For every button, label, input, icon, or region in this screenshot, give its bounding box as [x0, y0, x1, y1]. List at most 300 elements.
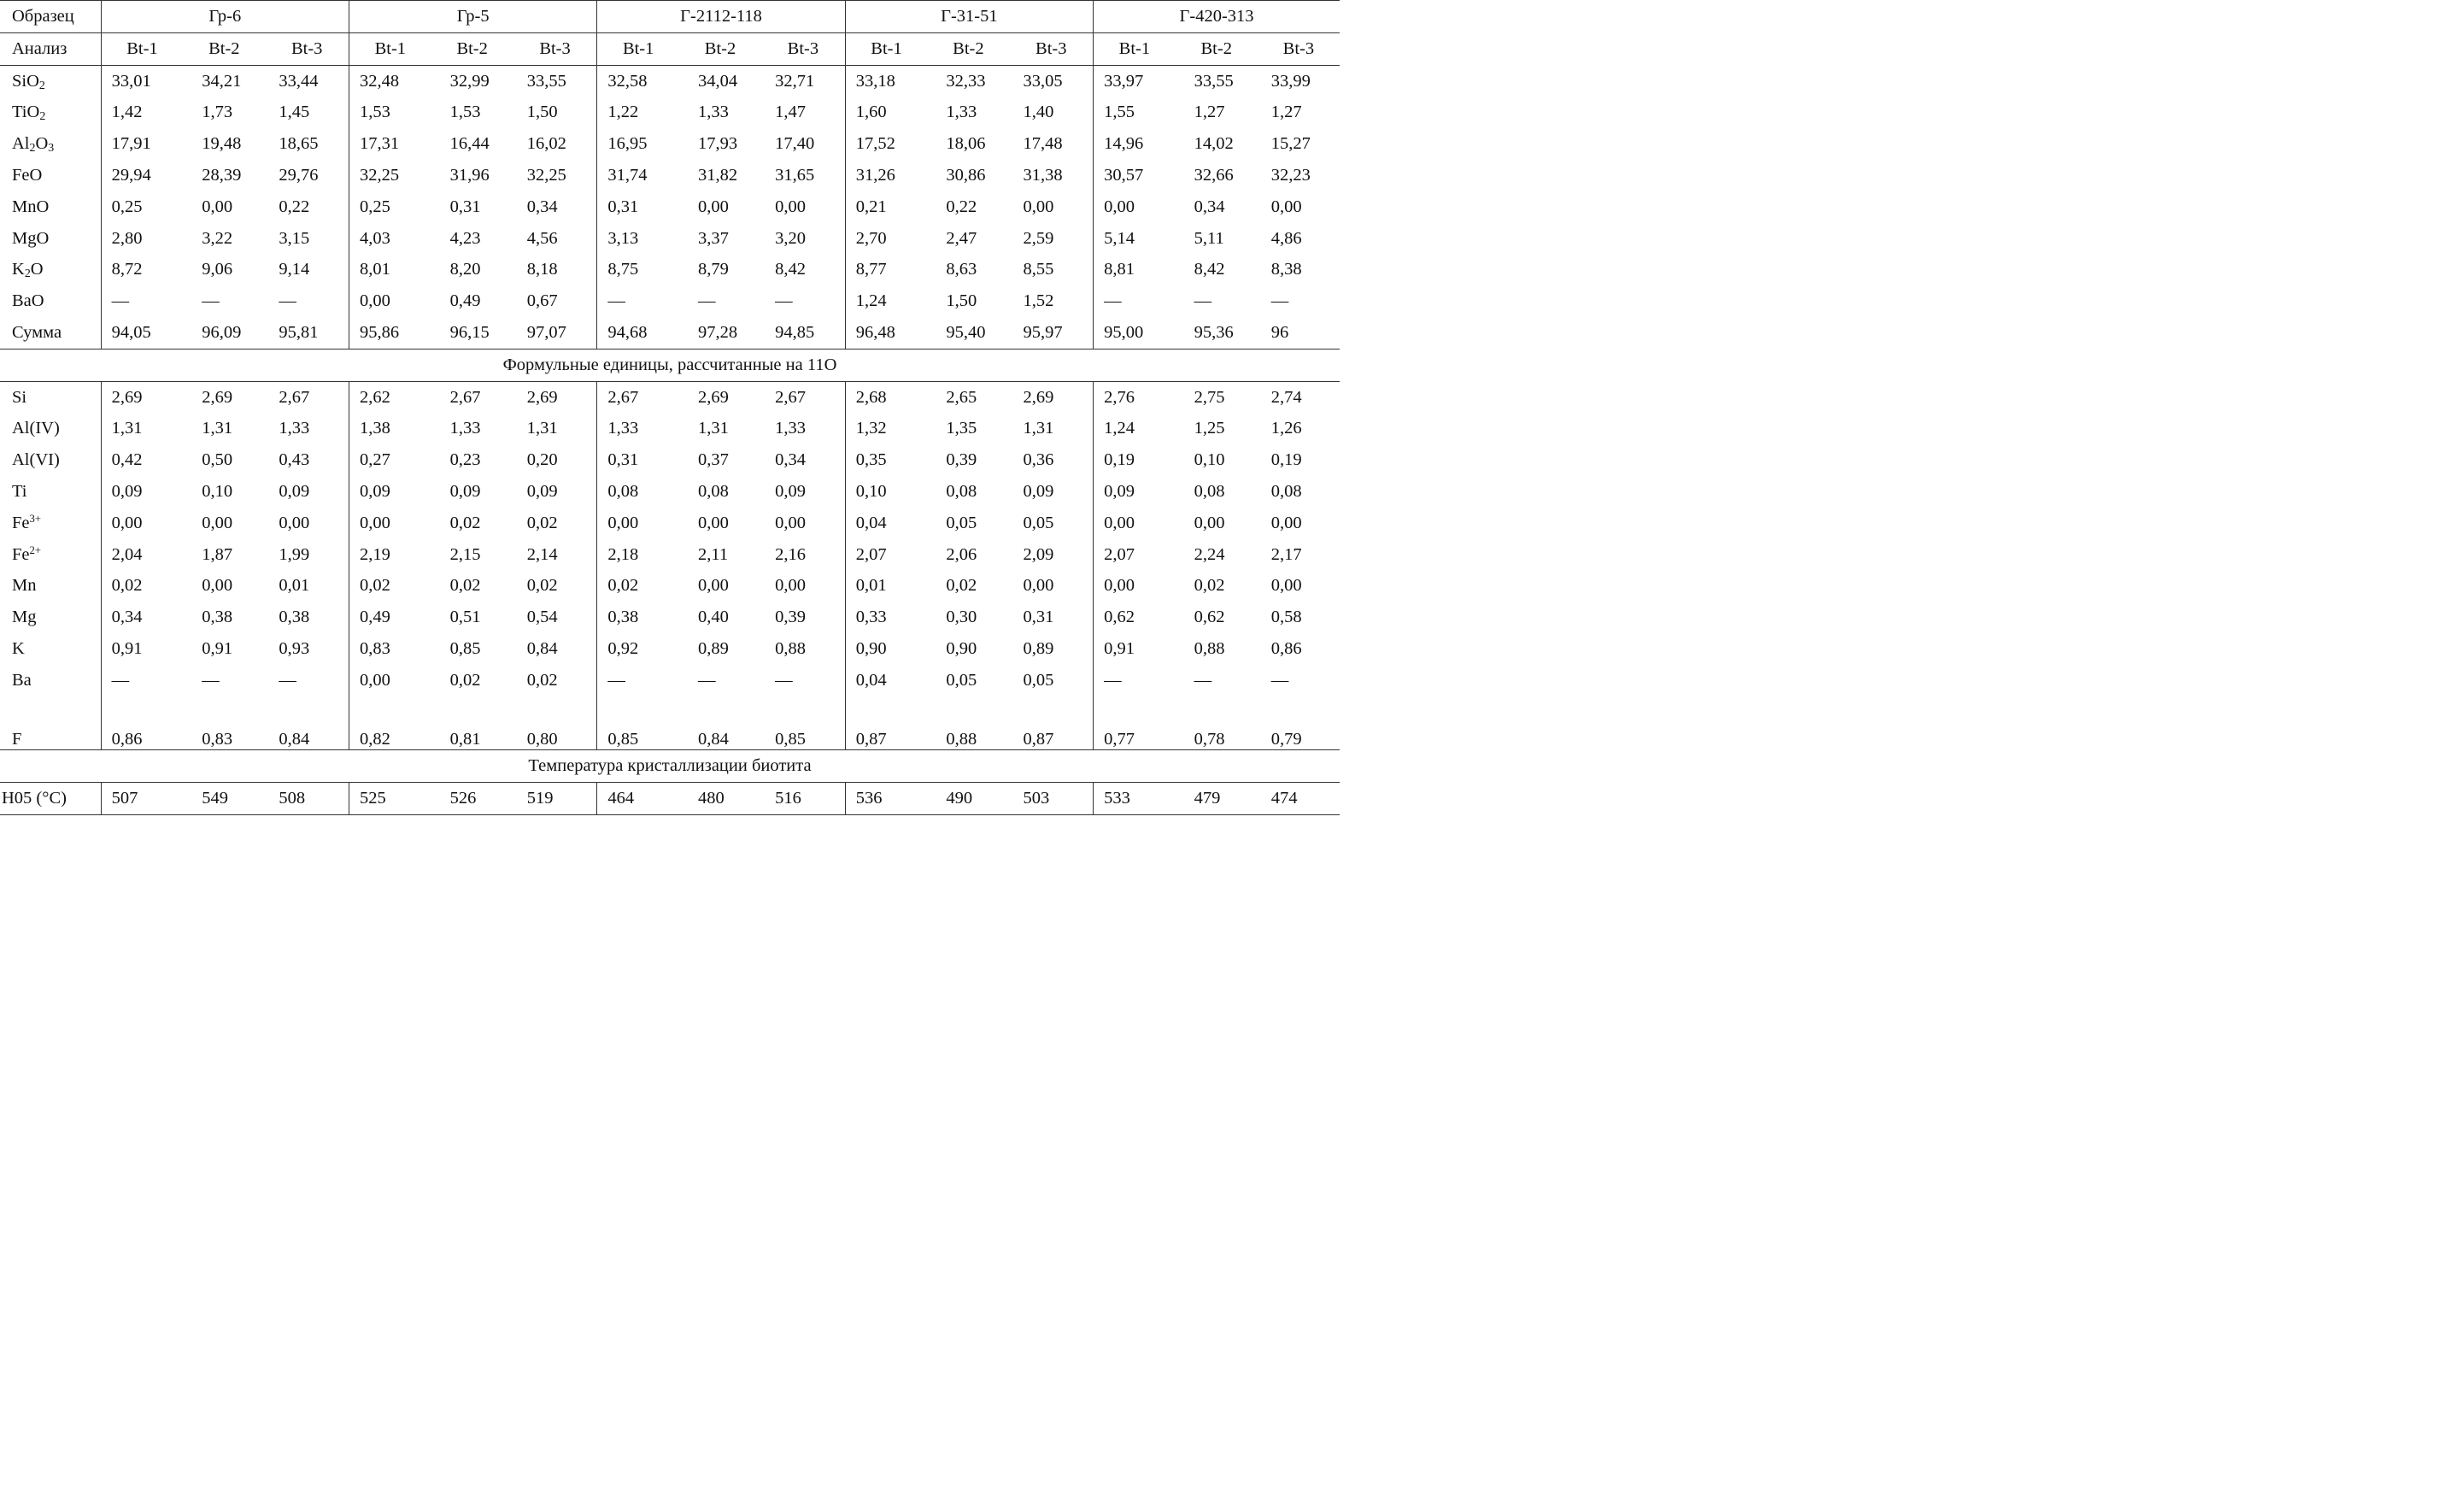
value-cell: 0,83	[349, 633, 431, 665]
value-cell: 2,07	[845, 539, 927, 571]
formula-label-base: Ti	[12, 481, 27, 501]
value-cell: 0,38	[279, 608, 310, 627]
value-cell: 1,32	[845, 413, 927, 444]
oxide-label	[0, 160, 101, 191]
value-cell: —	[775, 670, 793, 690]
value-cell: 0,00	[697, 576, 729, 596]
value-cell: 0,90	[946, 638, 977, 658]
value-cell: 507	[101, 782, 183, 814]
value-cell: 0,09	[349, 476, 431, 508]
value-cell: 1,52	[1023, 291, 1054, 311]
value-cell: 8,42	[775, 260, 806, 279]
value-cell: 16,95	[597, 128, 679, 160]
value-cell: 1,73	[202, 103, 233, 122]
value-cell: 0,62	[1094, 602, 1176, 633]
value-cell: 0,00	[202, 513, 233, 532]
value-cell: 1,47	[775, 103, 806, 122]
formula-row	[0, 539, 1340, 571]
oxide-label	[0, 254, 101, 285]
formula-label	[0, 508, 101, 539]
analysis-header: Bt-3	[1009, 32, 1093, 65]
value-cell: 0,86	[1270, 638, 1302, 658]
value-cell: 0,42	[101, 444, 183, 476]
value-cell: 0,39	[775, 608, 806, 627]
formula-label-base: Al(IV)	[12, 419, 60, 438]
value-cell: 2,06	[946, 544, 977, 564]
formula-row	[0, 570, 1340, 602]
value-cell: 96,48	[845, 317, 927, 349]
value-cell: 2,67	[279, 387, 310, 407]
value-cell: 8,55	[1023, 260, 1054, 279]
value-cell: 480	[679, 782, 761, 814]
formula-label-base: Mn	[12, 576, 37, 596]
value-cell: 0,19	[1270, 450, 1302, 470]
oxide-label-base: Al	[12, 134, 30, 154]
formula-label	[0, 539, 101, 571]
value-cell: 474	[1258, 782, 1340, 814]
value-cell: 17,52	[845, 128, 927, 160]
value-cell: 0,39	[946, 450, 977, 470]
oxide-label-base: Сумма	[12, 322, 62, 342]
value-cell: 18,06	[946, 134, 986, 154]
value-cell: 2,24	[1194, 544, 1225, 564]
analysis-header: Bt-2	[431, 32, 513, 65]
formula-label	[0, 570, 101, 602]
value-cell: 0,25	[101, 191, 183, 223]
value-cell: —	[279, 670, 296, 690]
value-cell: 1,45	[279, 103, 310, 122]
value-cell: 0,02	[526, 670, 558, 690]
value-cell: 34,21	[202, 71, 242, 91]
value-cell: 0,08	[1270, 481, 1302, 501]
value-cell: 31,82	[697, 165, 738, 185]
formula-row	[0, 665, 1340, 696]
value-cell: 0,02	[449, 670, 481, 690]
value-cell: 94,05	[101, 317, 183, 349]
value-cell: —	[101, 285, 183, 317]
value-cell: 34,04	[697, 71, 738, 91]
value-cell: 516	[761, 782, 845, 814]
value-cell: 1,22	[597, 97, 679, 128]
analysis-header: Bt-1	[845, 32, 927, 65]
value-cell: 8,75	[597, 254, 679, 285]
value-cell: 0,82	[349, 696, 431, 750]
value-cell: 17,31	[349, 128, 431, 160]
value-cell: 97,28	[679, 317, 761, 349]
value-cell: 5,11	[1194, 228, 1224, 248]
formula-row	[0, 696, 1340, 750]
value-cell: 0,02	[597, 570, 679, 602]
value-cell: 8,72	[101, 254, 183, 285]
value-cell: 2,14	[526, 544, 558, 564]
value-cell: 1,25	[1194, 419, 1225, 438]
value-cell: 94,68	[597, 317, 679, 349]
value-cell: 4,86	[1270, 228, 1302, 248]
value-cell: 96,15	[431, 317, 513, 349]
formula-section-row	[0, 349, 1340, 381]
value-cell: 0,05	[946, 513, 977, 532]
value-cell: 5,14	[1094, 223, 1176, 255]
value-cell: 95,86	[349, 317, 431, 349]
sample-header: Гр-6	[101, 1, 349, 33]
value-cell: —	[1094, 665, 1176, 696]
value-cell: 0,89	[1023, 638, 1054, 658]
value-cell: 0,09	[449, 481, 481, 501]
value-cell: 2,17	[1270, 544, 1302, 564]
value-cell: 0,00	[775, 576, 806, 596]
value-cell: 1,24	[845, 285, 927, 317]
value-cell: —	[597, 285, 679, 317]
value-cell: 32,99	[449, 71, 490, 91]
value-cell: 526	[431, 782, 513, 814]
formula-label-base: Al(VI)	[12, 450, 60, 470]
oxide-row	[0, 160, 1340, 191]
value-cell: 0,85	[761, 696, 845, 750]
value-cell: 8,42	[1194, 260, 1225, 279]
value-cell: 3,22	[202, 228, 233, 248]
value-cell: 0,01	[279, 576, 310, 596]
value-cell: 32,66	[1194, 165, 1234, 185]
oxide-label	[0, 128, 101, 160]
oxide-row	[0, 191, 1340, 223]
value-cell: 2,76	[1094, 381, 1176, 413]
value-cell: 0,89	[697, 638, 729, 658]
value-cell: 464	[597, 782, 679, 814]
value-cell: 8,18	[526, 260, 558, 279]
value-cell: 525	[349, 782, 431, 814]
value-cell: 0,02	[349, 570, 431, 602]
value-cell: 31,65	[775, 165, 815, 185]
value-cell: 2,18	[597, 539, 679, 571]
temperature-section-row	[0, 750, 1340, 783]
value-cell: 95,81	[265, 317, 349, 349]
value-cell: 0,20	[526, 450, 558, 470]
value-cell: 2,62	[349, 381, 431, 413]
value-cell: 0,09	[101, 476, 183, 508]
value-cell: 0,05	[1023, 670, 1054, 690]
value-cell: —	[202, 291, 220, 311]
value-cell: 0,00	[775, 513, 806, 532]
value-cell: 0,31	[597, 191, 679, 223]
analysis-header: Bt-1	[101, 32, 183, 65]
value-cell: 0,08	[697, 481, 729, 501]
value-cell: 2,19	[349, 539, 431, 571]
oxide-label-base: SiO	[12, 71, 39, 91]
value-cell: 1,33	[279, 419, 310, 438]
value-cell: 33,18	[845, 65, 927, 97]
value-cell: 0,49	[349, 602, 431, 633]
value-cell: 0,19	[1094, 444, 1176, 476]
value-cell: 14,96	[1094, 128, 1176, 160]
value-cell: 0,36	[1023, 450, 1054, 470]
value-cell: 2,65	[946, 387, 977, 407]
value-cell: 0,02	[101, 570, 183, 602]
value-cell: 0,09	[526, 481, 558, 501]
value-cell: 0,02	[1194, 576, 1225, 596]
value-cell: 0,00	[1094, 508, 1176, 539]
value-cell: 533	[1094, 782, 1176, 814]
value-cell: 0,10	[1194, 450, 1225, 470]
value-cell: 0,54	[526, 608, 558, 627]
value-cell: 95,36	[1176, 317, 1258, 349]
value-cell: 32,25	[349, 160, 431, 191]
value-cell: 0,91	[1094, 633, 1176, 665]
oxide-label-base: FeO	[12, 165, 43, 185]
value-cell: 2,59	[1023, 228, 1054, 248]
value-cell: —	[597, 665, 679, 696]
analysis-header: Bt-2	[927, 32, 1009, 65]
value-cell: 0,88	[927, 696, 1009, 750]
value-cell: 4,23	[449, 228, 481, 248]
value-cell: 32,71	[775, 71, 815, 91]
value-cell: 8,20	[449, 260, 481, 279]
value-cell: 4,03	[349, 223, 431, 255]
value-cell: 95,97	[1009, 317, 1093, 349]
value-cell: 33,01	[101, 65, 183, 97]
value-cell: 0,00	[1094, 570, 1176, 602]
value-cell: 0,81	[431, 696, 513, 750]
value-cell: 97,07	[513, 317, 597, 349]
value-cell: 16,44	[449, 134, 490, 154]
value-cell: 0,84	[679, 696, 761, 750]
value-cell: 0,02	[449, 576, 481, 596]
formula-row	[0, 476, 1340, 508]
oxide-row	[0, 254, 1340, 285]
oxide-label	[0, 285, 101, 317]
value-cell: 519	[513, 782, 597, 814]
value-cell: 96,09	[183, 317, 265, 349]
value-cell: 0,78	[1176, 696, 1258, 750]
oxide-label	[0, 223, 101, 255]
value-cell: 0,00	[1194, 513, 1225, 532]
value-cell: 2,70	[845, 223, 927, 255]
oxide-label-base: MgO	[12, 228, 50, 248]
value-cell: 0,10	[202, 481, 233, 501]
value-cell: 17,40	[775, 134, 815, 154]
value-cell: 0,33	[845, 602, 927, 633]
value-cell: 1,42	[101, 97, 183, 128]
value-cell: 2,69	[1023, 387, 1054, 407]
value-cell: —	[1270, 291, 1289, 311]
value-cell: 0,10	[845, 476, 927, 508]
value-cell: 0,84	[265, 696, 349, 750]
value-cell: 0,31	[597, 444, 679, 476]
value-cell: 0,83	[183, 696, 265, 750]
value-cell: 0,27	[349, 444, 431, 476]
value-cell: 1,33	[597, 413, 679, 444]
value-cell: 0,00	[697, 197, 729, 216]
value-cell: 1,31	[697, 419, 729, 438]
value-cell: 2,80	[101, 223, 183, 255]
value-cell: 0,79	[1258, 696, 1340, 750]
value-cell: 3,37	[697, 228, 729, 248]
formula-label	[0, 413, 101, 444]
value-cell: 2,67	[449, 387, 481, 407]
value-cell: 0,21	[845, 191, 927, 223]
oxide-label-base: MnO	[12, 197, 50, 216]
value-cell: 3,20	[775, 228, 806, 248]
temperature-label: H05 (°C)	[0, 782, 101, 814]
value-cell: 0,00	[349, 285, 431, 317]
value-cell: 15,27	[1270, 134, 1311, 154]
value-cell: 0,88	[1194, 638, 1225, 658]
value-cell: 0,00	[349, 508, 431, 539]
value-cell: 32,48	[349, 65, 431, 97]
value-cell: 503	[1009, 782, 1093, 814]
value-cell: 0,58	[1270, 608, 1302, 627]
value-cell: 17,91	[101, 128, 183, 160]
value-cell: 1,50	[526, 103, 558, 122]
value-cell: 1,26	[1270, 419, 1302, 438]
value-cell: 2,09	[1023, 544, 1054, 564]
formula-row	[0, 413, 1340, 444]
value-cell: 0,51	[449, 608, 481, 627]
analysis-header: Bt-1	[597, 32, 679, 65]
value-cell: 1,31	[101, 413, 183, 444]
value-cell: 0,34	[775, 450, 806, 470]
value-cell: 0,00	[349, 665, 431, 696]
value-cell: 2,69	[526, 387, 558, 407]
oxide-row	[0, 97, 1340, 128]
value-cell: —	[1194, 670, 1212, 690]
value-cell: 0,77	[1094, 696, 1176, 750]
oxide-row	[0, 128, 1340, 160]
value-cell: 28,39	[202, 165, 242, 185]
value-cell: 0,22	[946, 197, 977, 216]
value-cell: 0,34	[526, 197, 558, 216]
value-cell: 1,33	[946, 103, 977, 122]
value-cell: 0,34	[101, 602, 183, 633]
value-cell: 33,44	[279, 71, 319, 91]
value-cell: 33,97	[1094, 65, 1176, 97]
sample-label: Образец	[0, 1, 101, 33]
formula-row	[0, 633, 1340, 665]
value-cell: 16,02	[526, 134, 566, 154]
value-cell: 0,38	[202, 608, 233, 627]
value-cell: 0,02	[526, 576, 558, 596]
value-cell: 0,31	[1023, 608, 1054, 627]
oxide-label-subscript: 2	[24, 267, 31, 281]
formula-label	[0, 476, 101, 508]
value-cell: 1,31	[1023, 419, 1054, 438]
value-cell: 3,13	[597, 223, 679, 255]
analysis-header: Bt-2	[679, 32, 761, 65]
value-cell: 2,75	[1194, 387, 1225, 407]
value-cell: 0,91	[101, 633, 183, 665]
value-cell: 17,48	[1023, 134, 1063, 154]
value-cell: 33,05	[1023, 71, 1063, 91]
value-cell: 0,85	[449, 638, 481, 658]
formula-row	[0, 508, 1340, 539]
temperature-section-title: Температура кристаллизации биотита	[0, 750, 1340, 783]
value-cell: 1,33	[449, 419, 481, 438]
value-cell: 0,90	[845, 633, 927, 665]
value-cell: 2,69	[697, 387, 729, 407]
analysis-header: Bt-1	[349, 32, 431, 65]
analysis-label: Анализ	[0, 32, 101, 65]
value-cell: 2,69	[101, 381, 183, 413]
value-cell: 1,31	[202, 419, 233, 438]
value-cell: 1,50	[946, 291, 977, 311]
value-cell: 0,00	[279, 513, 310, 532]
value-cell: —	[202, 670, 220, 690]
value-cell: 0,87	[1009, 696, 1093, 750]
value-cell: 0,04	[845, 508, 927, 539]
value-cell: 0,05	[1023, 513, 1054, 532]
value-cell: 30,57	[1094, 160, 1176, 191]
oxide-label-base: K	[12, 260, 25, 279]
oxide-label-subscript: 2	[29, 142, 36, 156]
value-cell: 14,02	[1194, 134, 1234, 154]
analysis-header: Bt-1	[1094, 32, 1176, 65]
value-cell: 2,11	[697, 544, 729, 564]
value-cell: 1,31	[526, 419, 558, 438]
value-cell: —	[697, 291, 716, 311]
value-cell: 508	[265, 782, 349, 814]
formula-label-base: Fe	[12, 513, 30, 532]
value-cell: 0,35	[845, 444, 927, 476]
value-cell: 0,43	[279, 450, 310, 470]
header-row-analyses	[0, 32, 1340, 65]
value-cell: 95,00	[1094, 317, 1176, 349]
header-row-samples	[0, 1, 1340, 33]
value-cell: 0,85	[597, 696, 679, 750]
value-cell: 0,00	[1270, 197, 1302, 216]
value-cell: 0,31	[449, 197, 481, 216]
value-cell: 549	[183, 782, 265, 814]
value-cell: 18,65	[279, 134, 319, 154]
analysis-header: Bt-3	[513, 32, 597, 65]
value-cell: —	[101, 665, 183, 696]
value-cell: 32,33	[946, 71, 986, 91]
value-cell: 0,86	[101, 696, 183, 750]
value-cell: 0,37	[697, 450, 729, 470]
value-cell: 0,00	[1023, 197, 1054, 216]
value-cell: 0,02	[526, 513, 558, 532]
value-cell: 0,01	[845, 570, 927, 602]
value-cell: 4,56	[526, 228, 558, 248]
value-cell: 2,67	[597, 381, 679, 413]
value-cell: 1,60	[845, 97, 927, 128]
oxide-row	[0, 317, 1340, 349]
value-cell: 0,00	[101, 508, 183, 539]
value-cell: 0,38	[597, 602, 679, 633]
value-cell: 0,67	[526, 291, 558, 311]
value-cell: 2,15	[449, 544, 481, 564]
value-cell: 0,91	[202, 638, 233, 658]
oxide-label	[0, 317, 101, 349]
biotite-composition-table	[0, 0, 1340, 815]
value-cell: 94,85	[761, 317, 845, 349]
value-cell: —	[1270, 670, 1289, 690]
temperature-row	[0, 782, 1340, 814]
value-cell: 0,34	[1194, 197, 1225, 216]
value-cell: 0,04	[845, 665, 927, 696]
value-cell: 8,38	[1270, 260, 1302, 279]
value-cell: 8,63	[946, 260, 977, 279]
value-cell: —	[1194, 291, 1212, 311]
value-cell: 1,55	[1094, 97, 1176, 128]
value-cell: 33,55	[526, 71, 566, 91]
value-cell: 490	[927, 782, 1009, 814]
value-cell: 32,25	[526, 165, 566, 185]
value-cell: 0,09	[1023, 481, 1054, 501]
value-cell: 1,27	[1194, 103, 1225, 122]
formula-row	[0, 444, 1340, 476]
sample-header: Гр-5	[349, 1, 597, 33]
oxide-row	[0, 285, 1340, 317]
value-cell: 0,00	[775, 197, 806, 216]
